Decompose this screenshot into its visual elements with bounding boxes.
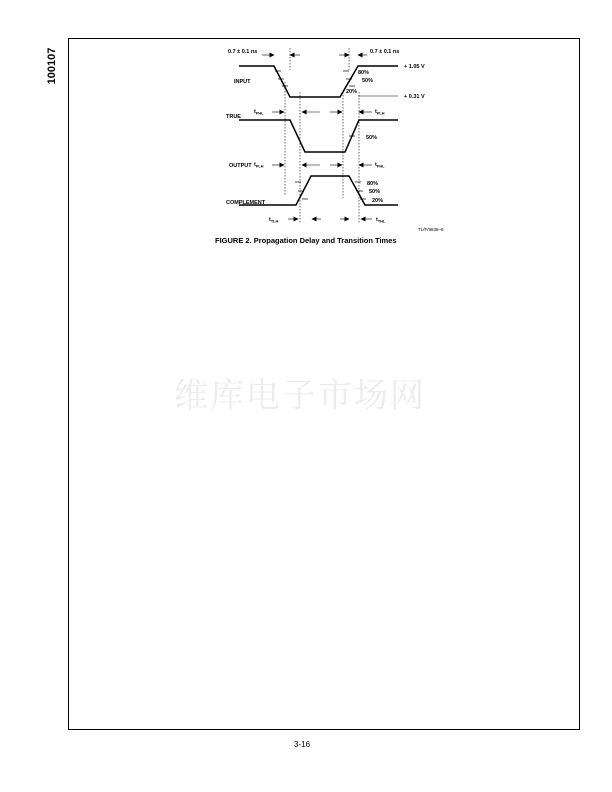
tplh-output-label: $t_{PLH}$ xyxy=(254,162,264,169)
pct-20-label: 20% xyxy=(346,89,358,95)
pct-50-label: 50% xyxy=(362,78,374,84)
v-low-label: + 0.31 V xyxy=(404,94,425,100)
part-number: 100107 xyxy=(46,47,58,85)
output-label: OUTPUT xyxy=(229,163,252,169)
input-label: INPUT xyxy=(234,79,251,85)
v-high-label: + 1.05 V xyxy=(404,64,425,70)
watermark: 维库电子市场网 xyxy=(174,376,426,416)
out-pct-50-label: 50% xyxy=(366,135,378,141)
tphl-output-label: $t_{PHL}$ xyxy=(375,162,385,169)
rise-time-left-label: 0.7 ± 0.1 ns xyxy=(228,49,258,55)
figure-id: TL/F/9838–6 xyxy=(418,227,444,232)
comp-pct-80-label: 80% xyxy=(367,181,379,187)
tplh-label: $t_{PLH}$ xyxy=(375,109,385,116)
tthl-label: $t_{THL}$ xyxy=(376,217,386,224)
comp-pct-50-label: 50% xyxy=(369,189,381,195)
pct-80-label: 80% xyxy=(358,70,370,76)
figure-caption: FIGURE 2. Propagation Delay and Transition Times xyxy=(215,236,397,245)
complement-label: COMPLEMENT xyxy=(226,200,266,206)
ttlh-label: $t_{TLH}$ xyxy=(269,217,279,224)
page-number: 3-16 xyxy=(294,740,311,749)
tphl-label: $t_{PHL}$ xyxy=(254,109,264,116)
input-waveform xyxy=(239,66,398,97)
true-label: TRUE xyxy=(226,114,241,120)
comp-pct-20-label: 20% xyxy=(372,198,384,204)
rise-time-right-label: 0.7 ± 0.1 ns xyxy=(370,49,400,55)
